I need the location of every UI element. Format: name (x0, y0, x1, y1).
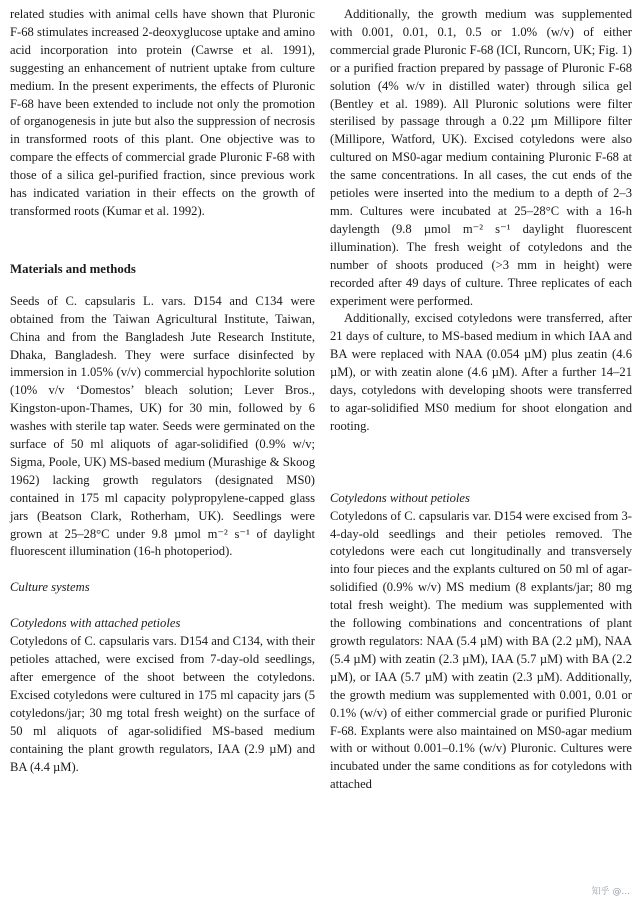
methods-heading: Materials and methods (10, 261, 136, 276)
intro-paragraph: related studies with animal cells have shown that Pluronic F-68 stimulates increased 2-deoxyglucose uptake and amino acid incorporation into protein (Cawrse et al. 1991), suggesting an enhancement of nutrient uptake from culture medium. In the present experiments, the effects of Pluronic F-68 have been extended to include not only the promotion of organogenesis in jute but also the suppression of necrosis in transformed roots of this plant. One objective was to compare the effects of commercial grade Pluronic F-68 with those of a silica gel-purified fraction, since previous work has indicated variation in their effects on the growth of transformed roots (Kumar et al. 1992). (10, 7, 315, 218)
without-petioles-heading: Cotyledons without petioles (330, 490, 470, 505)
culture-systems-heading: Culture systems (10, 580, 90, 595)
right-column (330, 6, 632, 794)
methods-paragraph: Seeds of C. capsularis L. vars. D154 and C134 were obtained from the Taiwan Agricultural Institute, Taiwan, China and from the Bangladesh Jute Research Institute, Dhaka, Bangladesh. They were surface disinfected by immersion in 1.05% (v/v) commercial hypochlorite solution (10% v/v ‘Domestos’ bleach solution; Lever Bros., Kingston-upon-Thames, UK) for 30 min, followed by 6 washes with sterile tap water. Seeds were germinated on the surface of 50 ml aliquots of agar-solidified (0.9% w/v; Sigma, Poole, UK) MS-based medium (Murashige & Skoog 1962) lacking growth regulators (designated MS0) contained in 175 ml capacity polypropylene-capped glass jars (Beatson Clark, Rotherham, UK). Seedlings were grown at 25–28°C under 9.8 µmol m⁻² s⁻¹ of daylight fluorescent illumination (16-h photoperiod). (10, 293, 315, 559)
transfer-paragraph: Additionally, excised cotyledons were transferred, after 21 days of culture, to MS-based medium in which IAA and BA were replaced with NAA (0.054 µM) plus zeatin (4.6 µM), or with zeatin alone (4.6 µM). After a further 14–21 days, cotyledons with developing shoots were transferred to agar-solidified MS0 medium for shoot elongation and rooting. (330, 311, 632, 433)
watermark: 知乎 @... (591, 887, 630, 897)
petioles-paragraph: Cotyledons of C. capsularis vars. D154 and C134, with their petioles attached, were excised from 7-day-old seedlings, after emergence of the shoot between the cotyledons. Excised cotyledons were cultured in 175 ml capacity jars (5 cotyledons/jar; 30 mg total fresh weight) on the surface of 50 ml aliquots of agar-solidified MS-based medium containing the plant growth regulators, IAA (2.9 µM) and BA (4.4 µM). (10, 634, 315, 774)
without-petioles-paragraph: Cotyledons of C. capsularis var. D154 were excised from 3-4-day-old seedlings and their petioles removed. The cotyledons were each cut longitudinally and transversely into four pieces and the explants cultured on 50 ml of agar-solidified (0.9% w/v) MS medium (8 explants/jar; 80 mg total fresh weight). The medium was supplemented with the following combinations and concentrations of plant growth regulators: NAA (5.4 µM) with BA (2.2 µM), NAA (5.4 µM) with zeatin (2.3 µM), IAA (5.7 µM) with BA (2.2 µM), or IAA (5.7 µM) with zeatin (2.3 µM). Additionally, the growth medium was supplemented with 0.001, 0.01 or 0.1% (w/v) of either commercial grade or purified Pluronic F-68. Explants were also maintained on MS0-agar medium with or without 0.001–0.1% (w/v) Pluronic. Cultures were incubated under the same conditions as for cotyledons with attached (330, 508, 632, 792)
petioles-heading: Cotyledons with attached petioles (10, 616, 181, 631)
left-column (10, 6, 315, 776)
supplement-paragraph: Additionally, the growth medium was supplemented with 0.001, 0.01, 0.1, 0.5 or 1.0% (w/v) of either commercial grade Pluronic F-68 (ICI, Runcorn, UK; Fig. 1) or a purified fraction prepared by passage of Pluronic F-68 solution (4% w/v in distilled water) through silica gel (Bentley et al. 1989). All Pluronic solutions were filter sterilised by passage through a 0.22 µm Millipore filter (Millipore, Watford, UK). Excised cotyledons were also cultured on MS0-agar medium containing Pluronic F-68 at the same concentrations. In all cases, the cut ends of the petioles were inserted into the medium to a depth of 2–3 mm. Cultures were incubated at 25–28°C with a 16-h daylength (9.8 µmol m⁻² s⁻¹ daylight fluorescent illumination). The fresh weight of cotyledons and the number of shoots produced (>3 mm in height) were recorded after 49 days of culture. Three replicates of each experiment were performed. (330, 7, 632, 308)
